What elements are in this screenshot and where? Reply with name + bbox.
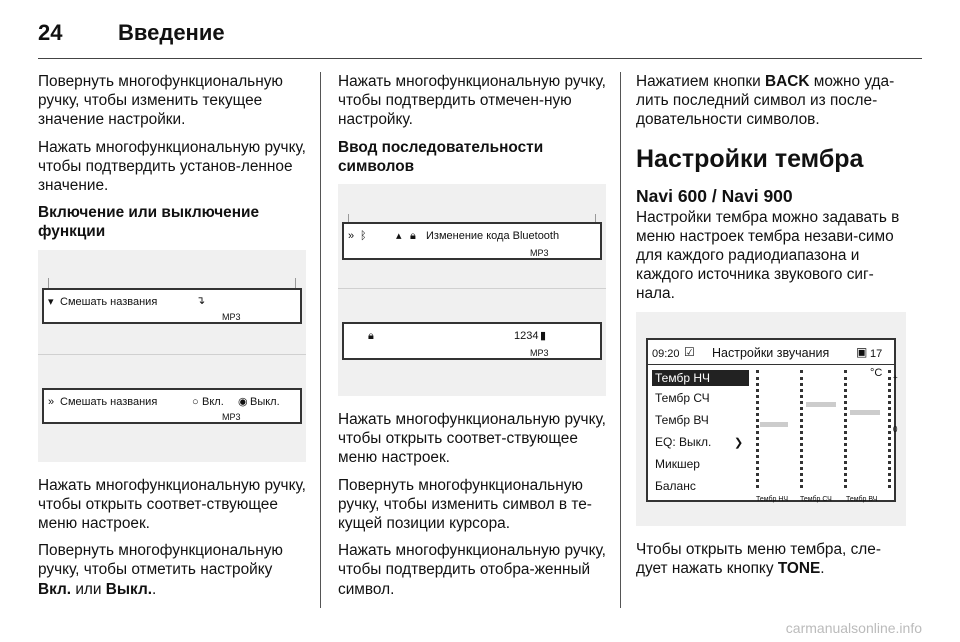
paragraph: Повернуть многофункциональную ручку, чтобы изменить символ в те-кущей позиции курсора.	[338, 476, 592, 533]
clock: 09:20	[652, 347, 680, 360]
radio-empty-icon: ○	[192, 395, 199, 408]
menu-item-bass[interactable]: Тембр НЧ	[652, 370, 749, 386]
double-chevron-icon: »	[48, 395, 55, 408]
display-label: Изменение кода Bluetooth	[426, 230, 560, 243]
menu-item-balance[interactable]: Баланс	[655, 478, 696, 493]
paragraph: Настройки тембра можно задавать в меню настроек тембра незави-симо для каждого радиодиапазона и каждого источника звукового сиг-нала.	[636, 208, 900, 303]
source-label: MP3	[222, 411, 241, 422]
eq-scale	[800, 370, 803, 488]
lock-icon: 🔒︎	[368, 330, 374, 343]
section-heading: Включение или выключение функции	[38, 204, 260, 241]
display-panel	[342, 322, 602, 360]
display-label: Смешать названия	[60, 395, 158, 408]
source-label: MP3	[530, 348, 549, 359]
screen-illustration	[38, 250, 306, 462]
header-divider	[38, 58, 922, 59]
back-button-name: BACK	[765, 73, 810, 90]
screen-title: Настройки звучания	[712, 345, 830, 360]
paragraph: Повернуть многофункциональную ручку, чтобы изменить текущее значение настройки.	[38, 73, 283, 129]
option-on: Вкл.	[202, 395, 224, 408]
lock-icon: 🔒︎	[410, 230, 416, 243]
paragraph: Нажать многофункциональную ручку, чтобы открыть соответ-ствующее меню настроек.	[38, 476, 306, 533]
sound-settings-screen	[646, 338, 896, 502]
menu-item-mid[interactable]: Тембр СЧ	[655, 390, 710, 405]
display-label: Смешать названия	[60, 295, 158, 308]
source-label: MP3	[530, 248, 549, 259]
arrow-right-icon: ❯	[734, 436, 744, 449]
bluetooth-icon: ᛒ	[360, 230, 367, 243]
column-3	[636, 72, 906, 586]
eq-bar-bass	[760, 422, 788, 427]
phone-icon: ▣	[856, 344, 868, 359]
chevron-down-icon: ▾	[48, 295, 54, 308]
code-display: 1234	[514, 330, 539, 343]
signal-icon: ▴	[396, 230, 402, 243]
column-1	[38, 72, 306, 607]
paragraph: Нажать многофункциональную ручку, чтобы открыть соответ-ствующее меню настроек.	[338, 411, 606, 467]
section-heading: Ввод последовательности символов	[338, 138, 544, 175]
eq-label: Тембр ВЧ	[846, 495, 878, 503]
paragraph: Повернуть многофункциональную ручку, чтобы отметить настройку Вкл. или Выкл..	[38, 542, 283, 598]
option-off-inline: Выкл.	[105, 580, 152, 598]
display-panel	[342, 222, 602, 260]
sub-heading: Navi 600 / Navi 900	[636, 185, 793, 206]
menu-item-mixer[interactable]: Микшер	[655, 456, 700, 471]
eq-label: Тембр СЧ	[800, 495, 832, 503]
paragraph: Нажать многофункциональную ручку, чтобы подтвердить установ-ленное значение.	[38, 138, 306, 195]
zero-label: 0	[893, 424, 898, 434]
eq-bar-mid	[806, 402, 836, 407]
check-icon: ☑	[684, 344, 695, 359]
option-off: Выкл.	[250, 395, 280, 408]
page-number: 24	[38, 20, 63, 45]
screen-illustration	[338, 184, 606, 396]
column-2	[338, 72, 606, 607]
cursor-icon: ▮	[540, 330, 547, 343]
eq-label: Тембр НЧ	[756, 495, 789, 503]
watermark: carmanualsonline.info	[785, 620, 922, 636]
temperature: 17 °C	[870, 347, 883, 379]
display-panel	[42, 288, 302, 324]
double-chevron-icon: »	[348, 230, 355, 243]
tone-button-name: TONE	[777, 559, 821, 577]
eq-scale	[844, 370, 847, 488]
eq-bar-treble	[850, 410, 880, 415]
radio-selected-icon: ◉	[238, 395, 248, 408]
paragraph: Нажать многофункциональную ручку, чтобы подтвердить отмечен-ную настройку.	[338, 73, 606, 129]
eq-scale	[888, 370, 891, 488]
paragraph: Чтобы открыть меню тембра, сле-дует нажать кнопку TONE.	[636, 540, 881, 577]
option-on-inline: Вкл.	[38, 580, 72, 598]
eq-scale	[756, 370, 759, 488]
paragraph: Нажать многофункциональную ручку, чтобы подтвердить отобра-женный символ.	[338, 542, 606, 598]
plus-label: +	[893, 372, 898, 382]
section-heading: Настройки тембра	[636, 144, 864, 173]
screen-illustration	[636, 312, 906, 526]
menu-item-eq[interactable]: EQ: Выкл.	[655, 434, 712, 449]
shuffle-icon: ↴	[196, 294, 206, 307]
paragraph: Нажатием кнопки BACK можно уда-лить последний символ из после-довательности символов.	[636, 73, 895, 129]
source-label: MP3	[222, 311, 241, 322]
column-divider	[620, 72, 621, 608]
menu-item-treble[interactable]: Тембр ВЧ	[655, 412, 709, 427]
column-divider	[320, 72, 321, 608]
display-panel	[42, 388, 302, 424]
page-title: Введение	[118, 20, 225, 45]
